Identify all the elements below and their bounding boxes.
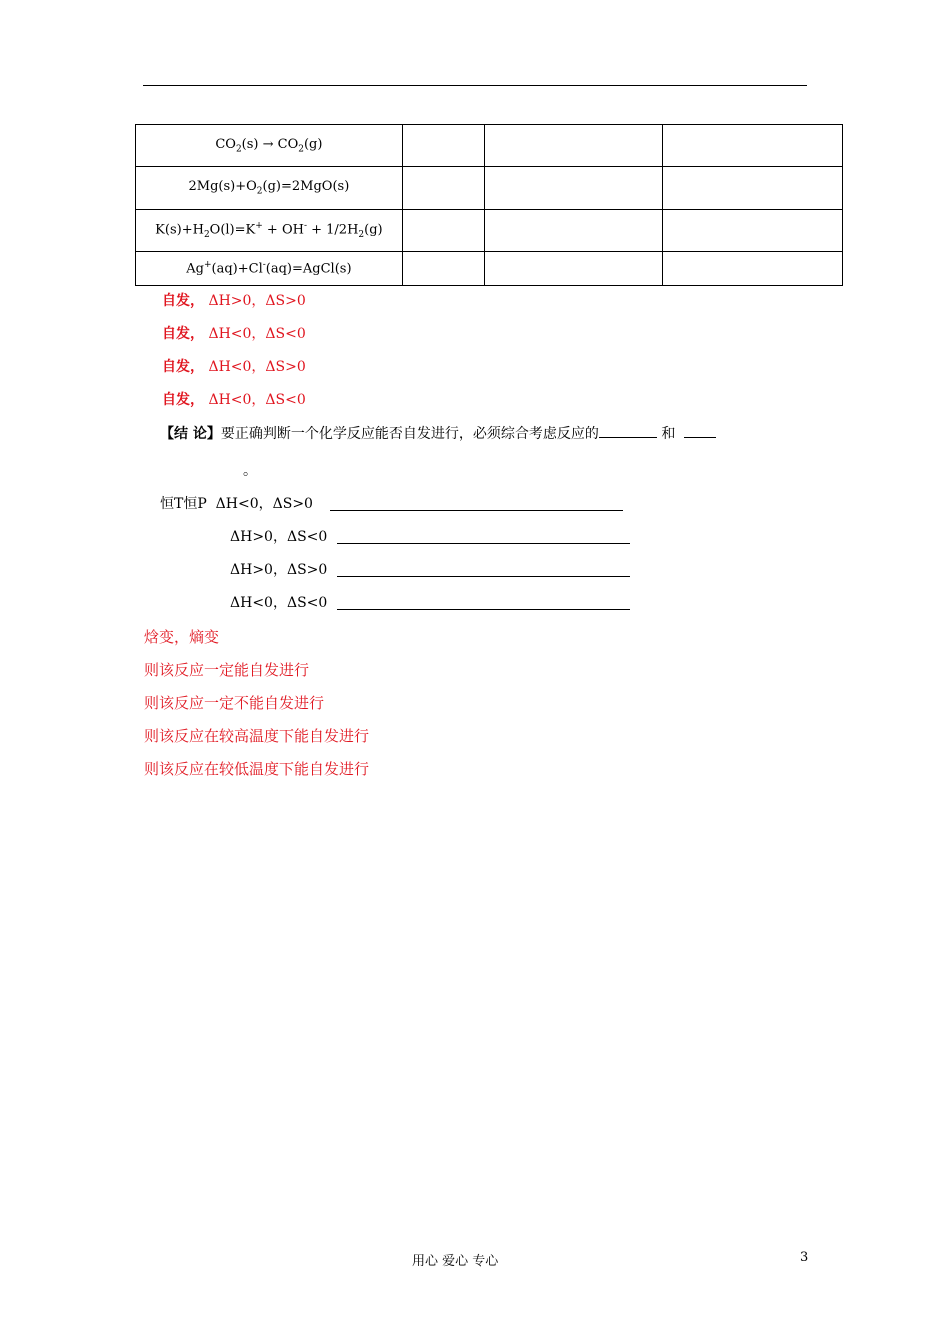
condition-text: ΔH<0，ΔS>0 bbox=[215, 496, 313, 512]
answer-line bbox=[162, 290, 306, 310]
footer-motto: 用心 爱心 专心 bbox=[412, 1254, 499, 1269]
fill-blank[interactable] bbox=[684, 425, 716, 438]
reaction-table bbox=[135, 124, 843, 286]
empty-cell bbox=[402, 125, 484, 167]
reaction-cell: Ag+(aq)+Cl-(aq)=AgCl(s) bbox=[136, 252, 403, 286]
empty-cell bbox=[402, 210, 484, 252]
answer-label: 自发， bbox=[162, 359, 204, 375]
conclusion-and: 和 bbox=[661, 426, 676, 442]
condition-line bbox=[230, 526, 327, 546]
table-row bbox=[136, 125, 843, 167]
condition-text: ΔH>0，ΔS>0 bbox=[230, 562, 328, 578]
answer-condition: ΔH>0，ΔS>0 bbox=[208, 293, 306, 309]
condition-line bbox=[160, 493, 313, 513]
red-answer: 则该反应在较低温度下能自发进行 bbox=[144, 760, 370, 778]
condition-text: ΔH<0，ΔS<0 bbox=[230, 595, 328, 611]
empty-cell bbox=[663, 210, 843, 252]
answer-label: 自发， bbox=[162, 293, 204, 309]
red-answer: 焓变，熵变 bbox=[144, 628, 220, 646]
answer-blank-line[interactable] bbox=[330, 510, 623, 511]
header-rule bbox=[143, 85, 807, 86]
reaction-cell: $2Mg(s)+O_2(g)=2MgO(s)$ bbox=[136, 167, 403, 210]
answer-blank-line[interactable] bbox=[337, 543, 630, 544]
conclusion-line bbox=[160, 423, 716, 443]
table-row bbox=[136, 210, 843, 252]
answer-condition: ΔH<0，ΔS>0 bbox=[208, 359, 306, 375]
empty-cell bbox=[484, 210, 663, 252]
empty-cell bbox=[663, 125, 843, 167]
conclusion-period: 。 bbox=[243, 463, 257, 479]
answer-line bbox=[162, 356, 306, 376]
table-row bbox=[136, 167, 843, 210]
conclusion-label: 【结 论】 bbox=[160, 426, 221, 442]
red-answer: 则该反应一定能自发进行 bbox=[144, 661, 310, 679]
red-answer: 则该反应一定不能自发进行 bbox=[144, 694, 325, 712]
condition-prefix: 恒T恒P bbox=[160, 496, 207, 512]
empty-cell bbox=[484, 125, 663, 167]
condition-text: ΔH>0，ΔS<0 bbox=[230, 529, 328, 545]
answer-condition: ΔH<0，ΔS<0 bbox=[208, 326, 306, 342]
condition-line bbox=[230, 592, 327, 612]
answer-label: 自发， bbox=[162, 326, 204, 342]
empty-cell bbox=[663, 167, 843, 210]
reaction-cell: $CO_2(s) \to CO_2(g)$ bbox=[136, 125, 403, 167]
conclusion-text: 要正确判断一个化学反应能否自发进行，必须综合考虑反应的 bbox=[220, 426, 599, 442]
page-number: 3 bbox=[800, 1250, 809, 1265]
empty-cell bbox=[484, 252, 663, 286]
empty-cell bbox=[402, 252, 484, 286]
condition-line bbox=[230, 559, 327, 579]
answer-label: 自发， bbox=[162, 392, 204, 408]
answer-condition: ΔH<0，ΔS<0 bbox=[208, 392, 306, 408]
answer-blank-line[interactable] bbox=[337, 609, 630, 610]
empty-cell bbox=[484, 167, 663, 210]
fill-blank[interactable] bbox=[599, 425, 657, 438]
answer-line bbox=[162, 389, 306, 409]
table-row bbox=[136, 252, 843, 286]
answer-line bbox=[162, 323, 306, 343]
red-answer: 则该反应在较高温度下能自发进行 bbox=[144, 727, 370, 745]
answer-blank-line[interactable] bbox=[337, 576, 630, 577]
empty-cell bbox=[402, 167, 484, 210]
reaction-cell: $K(s)+H_2O(l)=K^+ + OH^- + 1/2H_2(g)$ bbox=[136, 210, 403, 252]
empty-cell bbox=[663, 252, 843, 286]
